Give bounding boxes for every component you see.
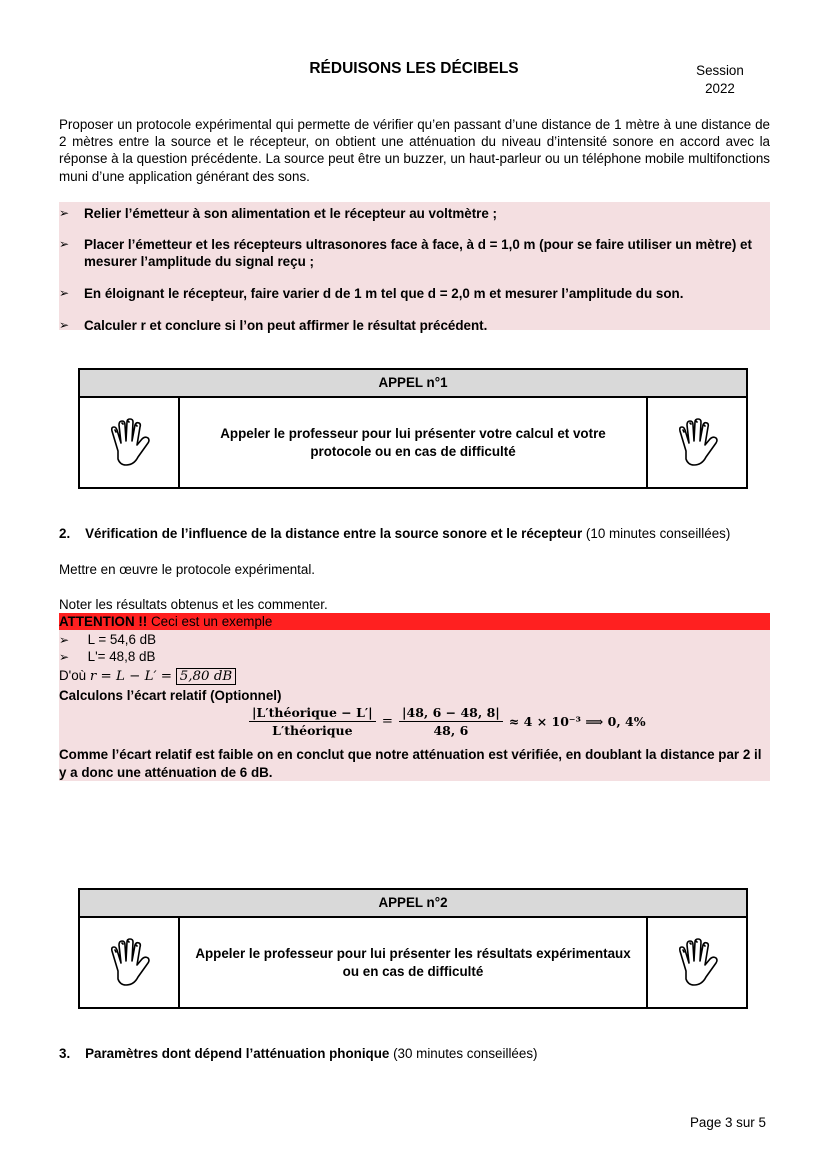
list-item-text: Relier l’émetteur à son alimentation et le récepteur au voltmètre ; xyxy=(84,206,498,221)
list-item-text: Placer l’émetteur et les récepteurs ultrasonores face à face, à d = 1,0 m (pour se faire utiliser un mètre) et mesurer l’amplitude du signal reçu ; xyxy=(84,237,752,270)
approx-result: ≈ 4 × 10⁻³ ⟹ 0, 4% xyxy=(508,714,646,729)
list-item-text: En éloignant le récepteur, faire varier d de 1 m tel que d = 2,0 m et mesurer l’amplitude du son. xyxy=(84,286,684,301)
arrow-bullet-icon: ➢ xyxy=(59,650,70,664)
section-title: Paramètres dont dépend l’atténuation phonique xyxy=(85,1046,390,1061)
protocol-list xyxy=(59,202,770,333)
appel-2-table xyxy=(78,888,748,1009)
fraction-numerator: |48, 6 − 48, 8| xyxy=(399,704,503,722)
ecart-equation: $\frac{\text{|L′théorique − L′|}}{\text{L′théorique}}$ = $\frac{|48, 6 - 48, 8|}{48, 6}$ ≈ 4 × 10⁻³ ⟹ 0, 4% xyxy=(249,704,646,739)
fraction-denominator: 48, 6 xyxy=(433,723,469,738)
section-duration: (10 minutes conseillées) xyxy=(585,526,731,541)
session-info xyxy=(680,62,760,98)
page-title: RÉDUISONS LES DÉCIBELS xyxy=(309,60,519,77)
fraction-denominator: L′théorique xyxy=(272,723,353,738)
r-boxed-value: 5,80 dB xyxy=(176,668,236,685)
intro-paragraph: Proposer un protocole expérimental qui permette de vérifier qu’en passant d’une distance de 1 mètre à une distance de 2 mètres entre la source et le récepteur, on obtient une atténuation du niveau d’intensité sonore en accord avec la réponse à la question précédente. La source peut être un buzzer, un haut-parleur ou un téléphone mobile multifonctions muni d’une application générant des sons. xyxy=(59,117,770,184)
instruction-1: Mettre en œuvre le protocole expérimental. xyxy=(59,562,316,577)
ecart-title: Calculons l’écart relatif (Optionnel) xyxy=(59,688,282,703)
section-title: Vérification de l’influence de la distance entre la source sonore et le récepteur xyxy=(85,526,583,541)
arrow-bullet-icon: ➢ xyxy=(59,286,70,300)
appel-1-header: APPEL n°1 xyxy=(80,370,746,398)
arrow-bullet-icon: ➢ xyxy=(59,206,70,220)
session-label: Session xyxy=(696,63,744,78)
fraction-symbolic xyxy=(249,704,376,739)
result-Lp xyxy=(59,648,155,666)
result-L-value: L = 54,6 dB xyxy=(87,632,157,647)
arrow-bullet-icon: ➢ xyxy=(59,318,70,332)
attention-label: ATTENTION !! xyxy=(59,614,148,629)
fraction-numerator: |L′théorique − L′| xyxy=(249,704,376,722)
appel-1-text: Appeler le professeur pour lui présenter votre calcul et votre protocole ou en cas de difficulté xyxy=(178,398,648,487)
section-duration: (30 minutes conseillées) xyxy=(393,1046,538,1061)
section-number: 3. xyxy=(59,1046,71,1061)
hand-icon xyxy=(80,918,178,1007)
attention-banner xyxy=(59,613,770,630)
result-Lp-value: L'= 48,8 dB xyxy=(87,649,156,664)
hand-icon xyxy=(648,398,746,487)
arrow-bullet-icon: ➢ xyxy=(59,633,70,647)
attention-text: Ceci est un exemple xyxy=(151,614,273,629)
section-2-heading xyxy=(59,525,770,542)
result-r xyxy=(59,667,236,685)
result-L xyxy=(59,631,156,649)
section-number: 2. xyxy=(59,526,71,541)
fraction-numeric xyxy=(399,704,503,739)
r-formula: r = L − L′ = xyxy=(89,669,173,684)
results-block xyxy=(59,630,770,781)
page-number: Page 3 sur 5 xyxy=(690,1115,766,1130)
section-3-heading xyxy=(59,1045,770,1062)
appel-2-text: Appeler le professeur pour lui présenter les résultats expérimentaux ou en cas de difficulté xyxy=(178,918,648,1007)
arrow-bullet-icon: ➢ xyxy=(59,237,70,251)
list-item-text: Calculer r et conclure si l’on peut affirmer le résultat précédent. xyxy=(84,318,488,333)
hand-icon xyxy=(80,398,178,487)
appel-1-table xyxy=(78,368,748,489)
session-year: 2022 xyxy=(705,81,735,96)
hand-icon xyxy=(648,918,746,1007)
appel-2-header: APPEL n°2 xyxy=(80,890,746,918)
instruction-2: Noter les résultats obtenus et les commenter. xyxy=(59,597,328,612)
donc-prefix: D'où xyxy=(59,668,87,683)
conclusion: Comme l’écart relatif est faible on en conclut que notre atténuation est vérifiée, en doublant la distance par 2 il y a donc une atténuation de 6 dB. xyxy=(59,747,762,780)
